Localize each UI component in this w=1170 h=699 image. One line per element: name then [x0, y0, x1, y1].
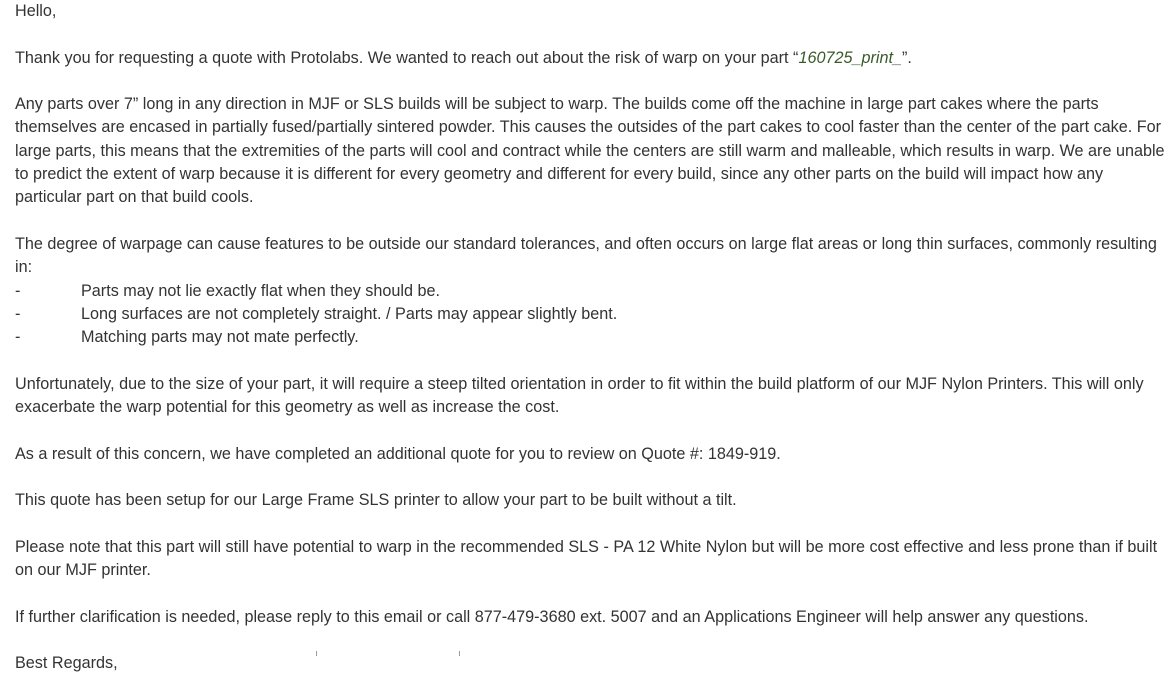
- intro-paragraph: [15, 47, 1165, 70]
- warp-effects-list: [15, 280, 1165, 350]
- list-item-text: Long surfaces are not completely straight. / Parts may appear slightly bent.: [81, 304, 618, 323]
- greeting: Hello,: [15, 2, 57, 20]
- list-marker: -: [15, 281, 21, 300]
- list-marker: -: [15, 304, 21, 323]
- part-size-paragraph: Unfortunately, due to the size of your part, it will require a steep tilted orientation in order to fit within the build platform of our MJF Nylon Printers. This will only exacerbate the warp potential for this geometry as well as increase the cost.: [15, 374, 1144, 417]
- additional-quote-paragraph: As a result of this concern, we have completed an additional quote for you to review on Quote #: 1849-919.: [15, 444, 781, 463]
- list-item: [15, 326, 1165, 349]
- list-marker: -: [15, 328, 21, 347]
- note-paragraph: Please note that this part will still have potential to warp in the recommended SLS - PA 12 White Nylon but will be more cost effective and less prone than if built on our MJF printer.: [15, 537, 1158, 580]
- contact-paragraph: If further clarification is needed, please reply to this email or call 877-479-3680 ext. 5007 and an Applications Engineer will help answer any questions.: [15, 607, 1089, 626]
- warp-paragraph: Any parts over 7” long in any direction in MJF or SLS builds will be subject to warp. The builds come off the machine in large part cakes where the parts themselves are encased in partially fused/partially sintered powder. This causes the outsides of the part cakes to cool faster than the center of the part cake. For large parts, this means that the extremities of the parts will cool and contract while the centers are still warm and malleable, which results in warp. We are unable to predict the extent of warp because it is different for every geometry and different for every build, since any other parts on the build will impact how any particular part on that build cools.: [15, 95, 1165, 207]
- intro-text: Thank you for requesting a quote with Protolabs. We wanted to reach out about the risk of warp on your part “: [15, 48, 799, 67]
- list-item-text: Matching parts may not mate perfectly.: [81, 328, 359, 347]
- signature-divider: [459, 651, 460, 656]
- list-item: [15, 280, 1165, 303]
- closing: Best Regards,: [15, 654, 118, 673]
- email-body: [15, 0, 1165, 699]
- warpage-degree-paragraph: The degree of warpage can cause features to be outside our standard tolerances, and often occurs on large flat areas or long thin surfaces, commonly resulting in:: [15, 234, 1157, 277]
- part-name: 160725_print_: [798, 48, 902, 67]
- intro-text-end: ”.: [901, 48, 912, 67]
- list-item: [15, 303, 1165, 326]
- quote-setup-paragraph: This quote has been setup for our Large Frame SLS printer to allow your part to be built without a tilt.: [15, 491, 737, 510]
- list-item-text: Parts may not lie exactly flat when they should be.: [81, 281, 441, 300]
- signature-divider: [316, 651, 317, 656]
